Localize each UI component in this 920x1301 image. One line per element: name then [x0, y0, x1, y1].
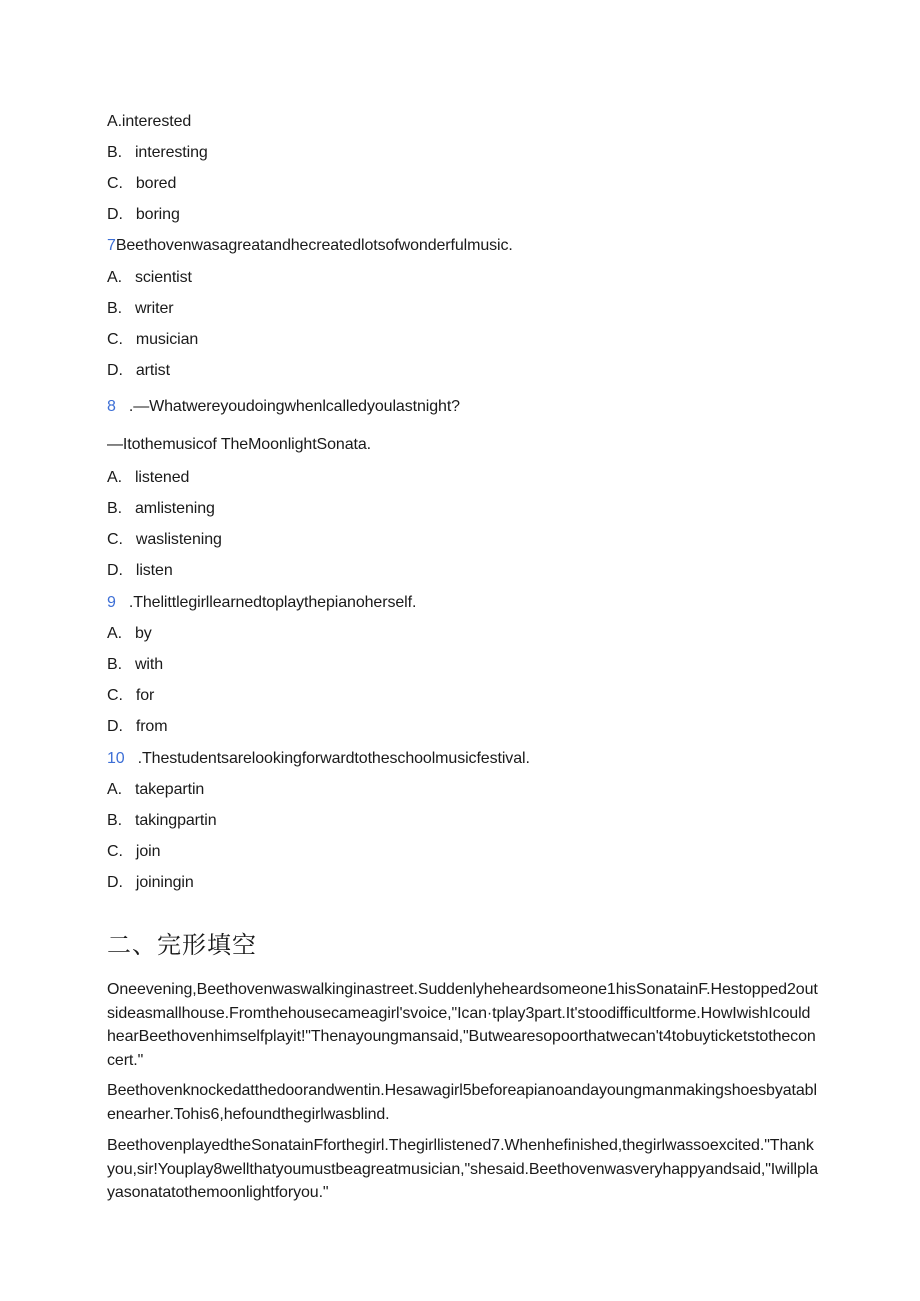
q8-answer-line: —Itothemusicof TheMoonlightSonata.	[107, 436, 372, 453]
cloze-paragraph-1: Oneevening,Beethovenwaswalkinginastreet.Suddenlyheheardsomeone1hisSonatainF.Hestopped2outsideasmallhouse.Fromthehousecameagirl'svoice,"Ican·tplay3part.It'stoodifficultforme.HowIwishIcouldhearBeethovenhimselfplayit!"Thenayoungmansaid,"Butwearesopoorthatwecan't4tobuyticketstotheconcert."	[107, 981, 818, 1069]
section-heading: 二、完形填空	[107, 931, 257, 959]
q6-option-d: D. boring	[107, 206, 180, 223]
q10-option-a: A. takepartin	[107, 781, 205, 798]
q9-stem: 9 .Thelittlegirllearnedtoplaythepianoherself.	[107, 594, 417, 611]
q7-option-d: D. artist	[107, 362, 170, 379]
q10-option-d: D. joiningin	[107, 874, 194, 891]
q10-stem: 10 .Thestudentsarelookingforwardtotheschoolmusicfestival.	[107, 750, 530, 767]
cloze-paragraph-2: Beethovenknockedatthedoorandwentin.Hesawagirl5beforeapianoandayoungmanmakingshoesbyatablenearher.Tohis6,hefoundthegirlwasblind.	[107, 1082, 817, 1123]
q9-option-a: A. by	[107, 625, 152, 642]
q8-option-a: A. listened	[107, 469, 190, 486]
q8-number: 8	[107, 398, 116, 415]
q9-number: 9	[107, 594, 116, 611]
q6-option-a: A.interested	[107, 113, 192, 130]
q7-number: 7	[107, 237, 116, 254]
q8-option-d: D. listen	[107, 562, 173, 579]
q8-option-c: C. waslistening	[107, 531, 222, 548]
q7-option-a: A. scientist	[107, 269, 192, 286]
q8-stem: 8 .—Whatwereyoudoingwhenlcalledyoulastnight?	[107, 398, 460, 415]
cloze-paragraph-3: BeethovenplayedtheSonatainFforthegirl.Thegirllistened7.Whenhefinished,thegirlwassoexcited."Thankyou,sir!Youplay8wellthatyoumustbeagreatmusician,"shesaid.Beethovenwasveryhappyandsaid,"Iwillplayasonatatothemoonlightforyou."	[107, 1137, 819, 1201]
q6-option-b: B. interesting	[107, 144, 208, 161]
q8-option-b: B. amlistening	[107, 500, 215, 517]
q10-option-c: C. join	[107, 843, 161, 860]
q9-option-b: B. with	[107, 656, 164, 673]
q7-stem: 7Beethovenwasagreatandhecreatedlotsofwonderfulmusic.	[107, 237, 513, 254]
q6-option-c: C. bored	[107, 175, 177, 192]
q9-option-d: D. from	[107, 718, 168, 735]
q10-number: 10	[107, 750, 125, 767]
q9-option-c: C. for	[107, 687, 155, 704]
q7-option-b: B. writer	[107, 300, 174, 317]
q7-option-c: C. musician	[107, 331, 199, 348]
q10-option-b: B. takingpartin	[107, 812, 217, 829]
